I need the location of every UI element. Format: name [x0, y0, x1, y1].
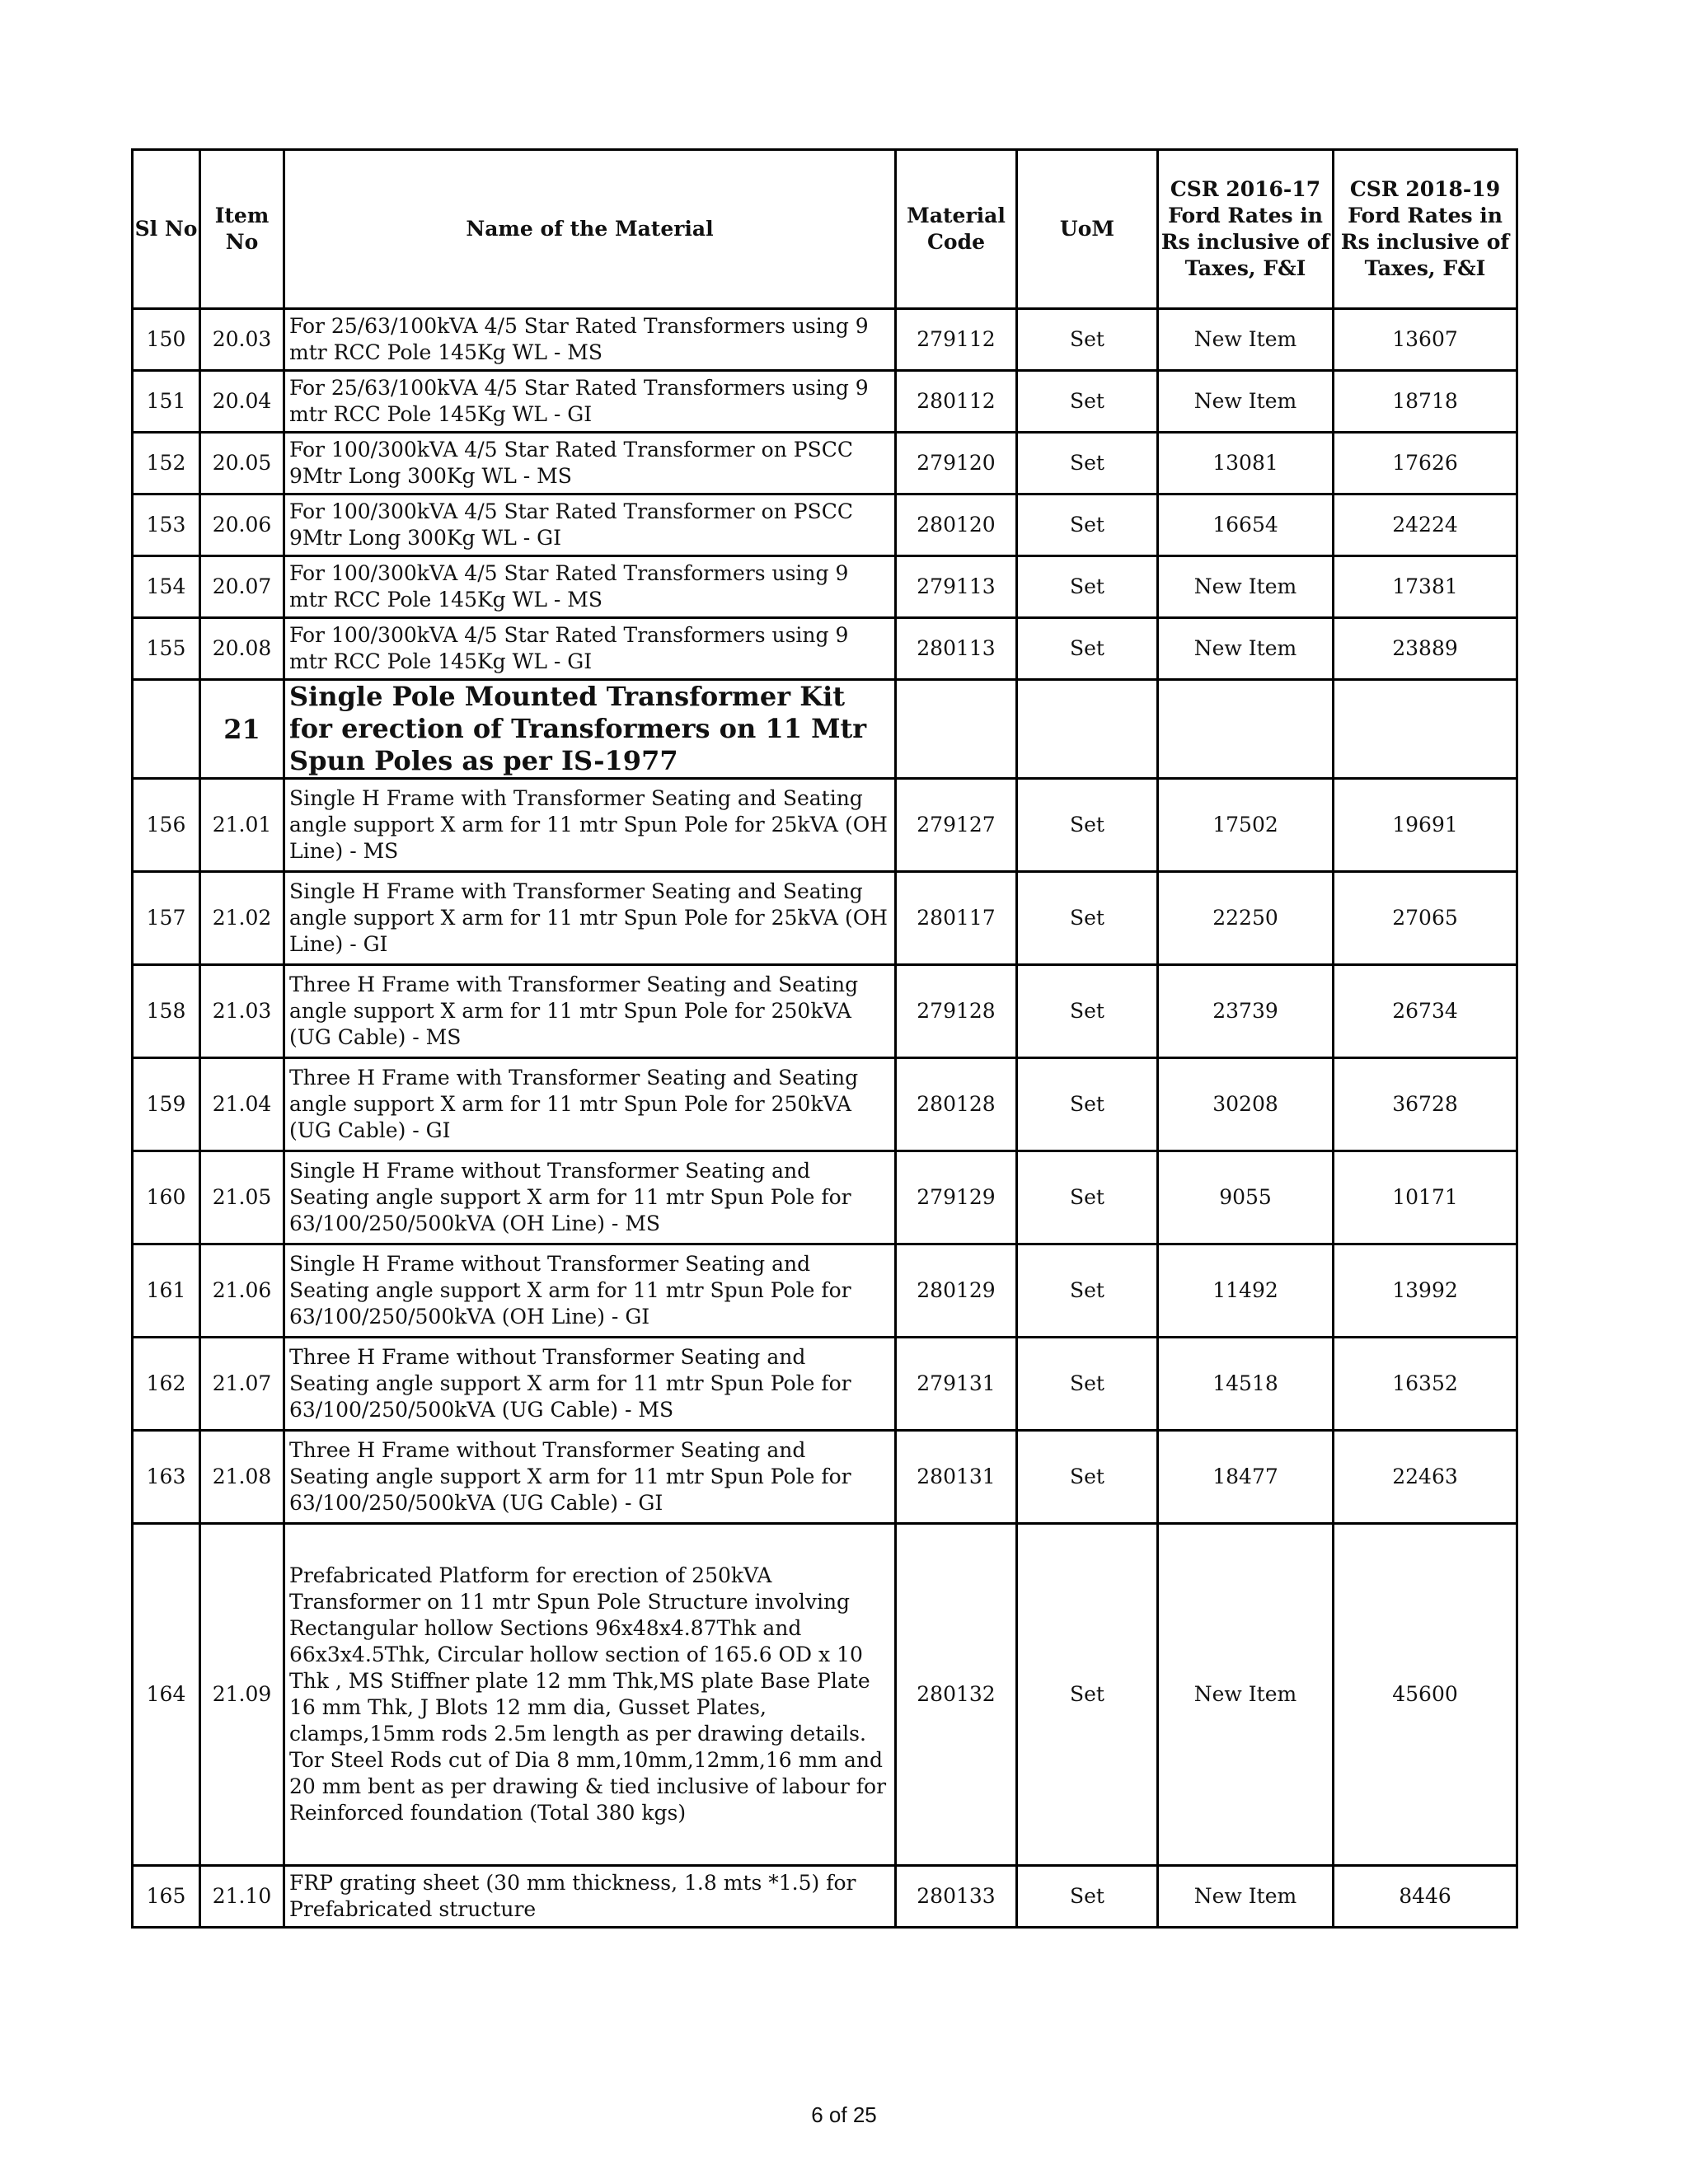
material-code-cell: 279127: [896, 779, 1017, 872]
rate-2016-cell: New Item: [1158, 618, 1334, 680]
item-no-cell: 21.07: [200, 1338, 284, 1431]
table-row: [133, 1338, 1517, 1431]
sl-no-cell: 151: [133, 371, 200, 433]
sl-no-cell: 157: [133, 872, 200, 965]
item-no-cell: 20.05: [200, 433, 284, 494]
uom-cell: Set: [1017, 433, 1158, 494]
rate-2016-cell: 16654: [1158, 494, 1334, 556]
material-name-cell: For 100/300kVA 4/5 Star Rated Transformers using 9 mtr RCC Pole 145Kg WL - MS: [284, 556, 896, 618]
rate-2018-cell: 10171: [1334, 1151, 1517, 1244]
section-title: Single Pole Mounted Transformer Kit for erection of Transformers on 11 Mtr Spun Poles as per IS-1977: [284, 680, 896, 779]
uom-cell: Set: [1017, 1524, 1158, 1866]
col-header-csr-2018-19: CSR 2018-19 Ford Rates in Rs inclusive of Taxes, F&I: [1334, 150, 1517, 309]
item-no-cell: 21.04: [200, 1058, 284, 1151]
rate-2018-cell: 27065: [1334, 872, 1517, 965]
table-row: [133, 494, 1517, 556]
table-row: [133, 556, 1517, 618]
uom-cell: Set: [1017, 1058, 1158, 1151]
page-number: 6 of 25: [811, 2102, 877, 2127]
uom-cell: Set: [1017, 1151, 1158, 1244]
col-header-uom: UoM: [1017, 150, 1158, 309]
table-row: [133, 1151, 1517, 1244]
rate-2016-cell: 9055: [1158, 1151, 1334, 1244]
rate-2016-cell: New Item: [1158, 309, 1334, 371]
item-no-cell: 21.05: [200, 1151, 284, 1244]
rate-2016-cell: 18477: [1158, 1431, 1334, 1524]
rate-2018-cell: 8446: [1334, 1866, 1517, 1928]
sl-no-cell: 158: [133, 965, 200, 1058]
item-no-cell: 20.08: [200, 618, 284, 680]
item-no-cell: 21.02: [200, 872, 284, 965]
material-name-cell: For 100/300kVA 4/5 Star Rated Transformer on PSCC 9Mtr Long 300Kg WL - MS: [284, 433, 896, 494]
rate-2016-cell: New Item: [1158, 371, 1334, 433]
rate-2016-cell: 30208: [1158, 1058, 1334, 1151]
col-header-csr-2016-17: CSR 2016-17 Ford Rates in Rs inclusive of Taxes, F&I: [1158, 150, 1334, 309]
material-name-cell: Single H Frame with Transformer Seating and Seating angle support X arm for 11 mtr Spun Pole for 25kVA (OH Line) - GI: [284, 872, 896, 965]
col-header-item-no: Item No: [200, 150, 284, 309]
rate-2018-cell: [1334, 680, 1517, 779]
rate-2018-cell: 22463: [1334, 1431, 1517, 1524]
material-code-cell: 280131: [896, 1431, 1017, 1524]
table-row: [133, 1866, 1517, 1928]
section-header-row: [133, 680, 1517, 779]
material-code-cell: 279129: [896, 1151, 1017, 1244]
table-row: [133, 1244, 1517, 1338]
item-no-cell: 20.07: [200, 556, 284, 618]
material-code-cell: 279131: [896, 1338, 1017, 1431]
material-name-cell: For 100/300kVA 4/5 Star Rated Transformers using 9 mtr RCC Pole 145Kg WL - GI: [284, 618, 896, 680]
rate-2018-cell: 16352: [1334, 1338, 1517, 1431]
col-header-material-code: Material Code: [896, 150, 1017, 309]
rate-2018-cell: 13992: [1334, 1244, 1517, 1338]
material-code-cell: 279120: [896, 433, 1017, 494]
rates-table: [131, 148, 1518, 1929]
uom-cell: Set: [1017, 872, 1158, 965]
sl-no-cell: 163: [133, 1431, 200, 1524]
col-header-sl-no: Sl No: [133, 150, 200, 309]
material-name-cell: Three H Frame with Transformer Seating and Seating angle support X arm for 11 mtr Spun Pole for 250kVA (UG Cable) - GI: [284, 1058, 896, 1151]
item-no-cell: 21.03: [200, 965, 284, 1058]
material-name-cell: Three H Frame with Transformer Seating and Seating angle support X arm for 11 mtr Spun Pole for 250kVA (UG Cable) - MS: [284, 965, 896, 1058]
sl-no-cell: 162: [133, 1338, 200, 1431]
uom-cell: Set: [1017, 618, 1158, 680]
item-no-cell: 21.10: [200, 1866, 284, 1928]
item-no-cell: 21.01: [200, 779, 284, 872]
table-row: [133, 1524, 1517, 1866]
uom-cell: Set: [1017, 494, 1158, 556]
material-name-cell: FRP grating sheet (30 mm thickness, 1.8 mts *1.5) for Prefabricated structure: [284, 1866, 896, 1928]
sl-no-cell: 153: [133, 494, 200, 556]
rate-2016-cell: New Item: [1158, 556, 1334, 618]
material-code-cell: 280128: [896, 1058, 1017, 1151]
rate-2018-cell: 24224: [1334, 494, 1517, 556]
table-row: [133, 872, 1517, 965]
table-row: [133, 779, 1517, 872]
col-header-name: Name of the Material: [284, 150, 896, 309]
section-item-no: 21: [200, 680, 284, 779]
material-name-cell: Prefabricated Platform for erection of 250kVA Transformer on 11 mtr Spun Pole Structure involving Rectangular hollow Sections 96x48x4.87Thk and 66x3x4.5Thk, Circular hollow section of 165.6 OD x 10 Thk , MS Stiffner plate 12 mm Thk,MS plate Base Plate 16 mm Thk, J Blots 12 mm dia, Gusset Plates, clamps,15mm rods 2.5m length as per drawing details. Tor Steel Rods cut of Dia 8 mm,10mm,12mm,16 mm and 20 mm bent as per drawing & tied inclusive of labour for Reinforced foundation (Total 380 kgs): [284, 1524, 896, 1866]
uom-cell: Set: [1017, 779, 1158, 872]
sl-no-cell: [133, 680, 200, 779]
uom-cell: Set: [1017, 371, 1158, 433]
uom-cell: Set: [1017, 1866, 1158, 1928]
uom-cell: Set: [1017, 1338, 1158, 1431]
rate-2016-cell: New Item: [1158, 1866, 1334, 1928]
material-code-cell: 280132: [896, 1524, 1017, 1866]
sl-no-cell: 155: [133, 618, 200, 680]
table-header-row: [133, 150, 1517, 309]
item-no-cell: 21.09: [200, 1524, 284, 1866]
sl-no-cell: 159: [133, 1058, 200, 1151]
material-code-cell: 280120: [896, 494, 1017, 556]
rate-2016-cell: New Item: [1158, 1524, 1334, 1866]
sl-no-cell: 150: [133, 309, 200, 371]
material-code-cell: 280113: [896, 618, 1017, 680]
rate-2016-cell: [1158, 680, 1334, 779]
item-no-cell: 21.06: [200, 1244, 284, 1338]
rate-2016-cell: 17502: [1158, 779, 1334, 872]
rate-2016-cell: 13081: [1158, 433, 1334, 494]
material-code-cell: 280112: [896, 371, 1017, 433]
rate-2018-cell: 36728: [1334, 1058, 1517, 1151]
material-code-cell: 279113: [896, 556, 1017, 618]
table-row: [133, 309, 1517, 371]
uom-cell: Set: [1017, 965, 1158, 1058]
rate-2018-cell: 19691: [1334, 779, 1517, 872]
rate-2016-cell: 14518: [1158, 1338, 1334, 1431]
material-name-cell: Three H Frame without Transformer Seating and Seating angle support X arm for 11 mtr Spun Pole for 63/100/250/500kVA (UG Cable) - MS: [284, 1338, 896, 1431]
material-name-cell: Single H Frame without Transformer Seating and Seating angle support X arm for 11 mtr Spun Pole for 63/100/250/500kVA (OH Line) - MS: [284, 1151, 896, 1244]
rate-2018-cell: 17626: [1334, 433, 1517, 494]
material-code-cell: 279112: [896, 309, 1017, 371]
item-no-cell: 20.06: [200, 494, 284, 556]
material-code-cell: [896, 680, 1017, 779]
sl-no-cell: 152: [133, 433, 200, 494]
sl-no-cell: 160: [133, 1151, 200, 1244]
rate-2018-cell: 17381: [1334, 556, 1517, 618]
uom-cell: Set: [1017, 1244, 1158, 1338]
rate-2018-cell: 45600: [1334, 1524, 1517, 1866]
sl-no-cell: 156: [133, 779, 200, 872]
material-name-cell: For 100/300kVA 4/5 Star Rated Transformer on PSCC 9Mtr Long 300Kg WL - GI: [284, 494, 896, 556]
material-code-cell: 280133: [896, 1866, 1017, 1928]
material-code-cell: 279128: [896, 965, 1017, 1058]
table-row: [133, 965, 1517, 1058]
sl-no-cell: 165: [133, 1866, 200, 1928]
rate-2016-cell: 22250: [1158, 872, 1334, 965]
item-no-cell: 21.08: [200, 1431, 284, 1524]
item-no-cell: 20.03: [200, 309, 284, 371]
rate-2018-cell: 26734: [1334, 965, 1517, 1058]
uom-cell: Set: [1017, 1431, 1158, 1524]
table-row: [133, 1431, 1517, 1524]
material-name-cell: Single H Frame with Transformer Seating and Seating angle support X arm for 11 mtr Spun Pole for 25kVA (OH Line) - MS: [284, 779, 896, 872]
table-row: [133, 433, 1517, 494]
rate-2018-cell: 23889: [1334, 618, 1517, 680]
sl-no-cell: 164: [133, 1524, 200, 1866]
rate-2016-cell: 23739: [1158, 965, 1334, 1058]
material-name-cell: For 25/63/100kVA 4/5 Star Rated Transformers using 9 mtr RCC Pole 145Kg WL - GI: [284, 371, 896, 433]
rate-2018-cell: 18718: [1334, 371, 1517, 433]
sl-no-cell: 161: [133, 1244, 200, 1338]
rate-2016-cell: 11492: [1158, 1244, 1334, 1338]
table-row: [133, 1058, 1517, 1151]
table-row: [133, 371, 1517, 433]
rate-2018-cell: 13607: [1334, 309, 1517, 371]
uom-cell: Set: [1017, 309, 1158, 371]
uom-cell: [1017, 680, 1158, 779]
material-code-cell: 280129: [896, 1244, 1017, 1338]
material-code-cell: 280117: [896, 872, 1017, 965]
material-name-cell: Single H Frame without Transformer Seating and Seating angle support X arm for 11 mtr Spun Pole for 63/100/250/500kVA (OH Line) - GI: [284, 1244, 896, 1338]
table-row: [133, 618, 1517, 680]
item-no-cell: 20.04: [200, 371, 284, 433]
material-name-cell: Three H Frame without Transformer Seating and Seating angle support X arm for 11 mtr Spun Pole for 63/100/250/500kVA (UG Cable) - GI: [284, 1431, 896, 1524]
material-name-cell: For 25/63/100kVA 4/5 Star Rated Transformers using 9 mtr RCC Pole 145Kg WL - MS: [284, 309, 896, 371]
sl-no-cell: 154: [133, 556, 200, 618]
uom-cell: Set: [1017, 556, 1158, 618]
